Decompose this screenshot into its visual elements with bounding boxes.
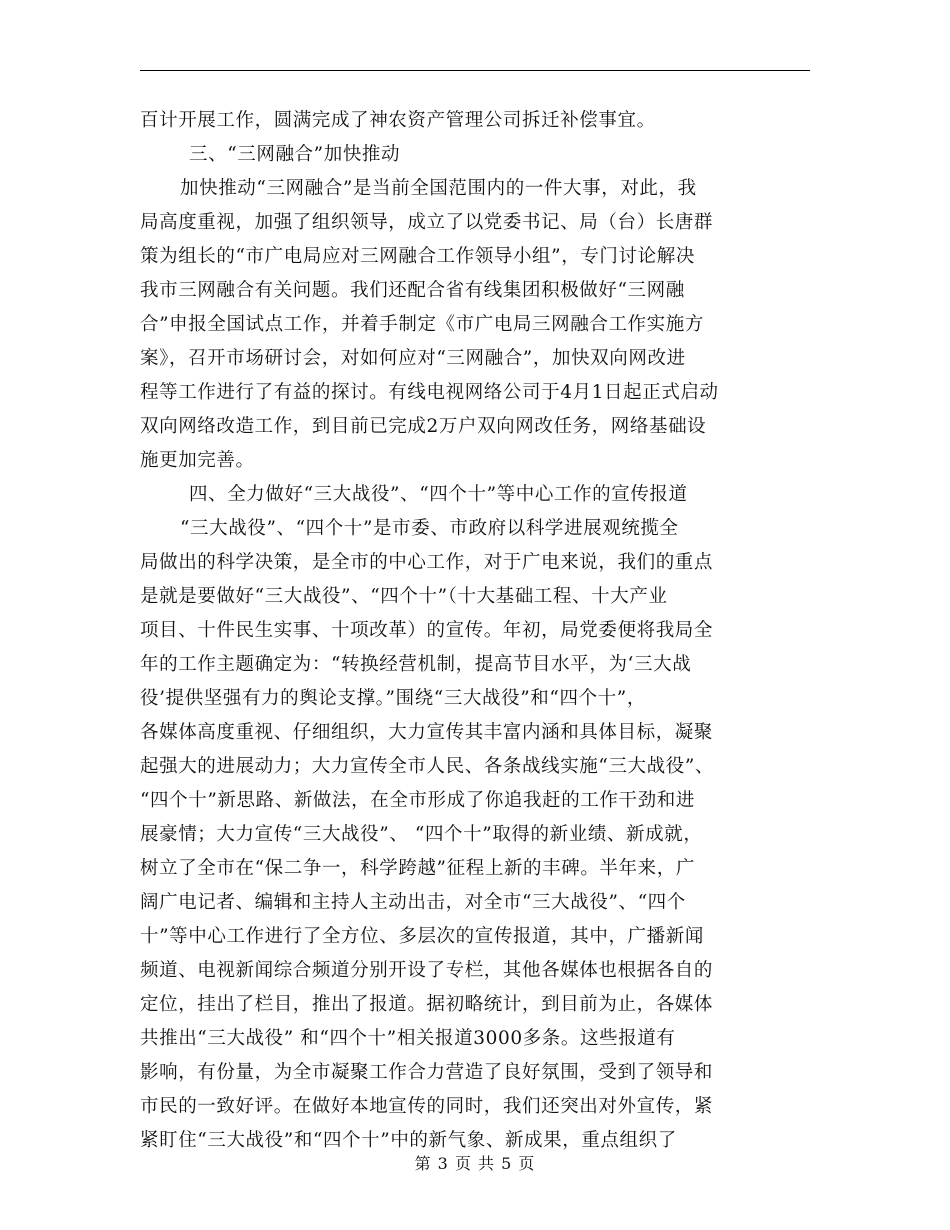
text-line: 案》，召开市场研讨会，对如何应对“三网融合”，加快双向网改进: [140, 348, 686, 369]
page-number-footer: 第 3 页 共 5 页: [414, 1154, 536, 1173]
header-rule: [140, 70, 810, 71]
text-line: “三大战役”、“四个十”是市委、市政府以科学进展观统揽全: [180, 518, 679, 539]
body-text: [140, 104, 820, 1158]
text-line: 役’提供坚强有力的舆论支撑。”围绕“三大战役”和“四个十”，: [140, 688, 646, 709]
text-line: 频道、电视新闻综合频道分别开设了专栏，其他各媒体也根据各自的: [140, 960, 714, 981]
text-line: 施更加完善。: [140, 450, 255, 471]
text-line: 紧盯住“三大战役”和“四个十”中的新气象、新成果，重点组织了: [140, 1130, 677, 1151]
section-heading-four: 四、全力做好“三大战役”、“四个十”等中心工作的宣传报道: [189, 484, 688, 505]
text-line: 我市三网融合有关问题。我们还配合省有线集团积极做好“三网融: [140, 280, 685, 301]
text-line: 阔广电记者、编辑和主持人主动出击，对全市“三大战役”、“四个: [140, 892, 686, 913]
text-line: “四个十”新思路、新做法，在全市形成了你追我赶的工作干劲和进: [140, 790, 695, 811]
text-line: 定位，挂出了栏目，推出了报道。据初略统计，到目前为止，各媒体: [140, 994, 714, 1015]
text-line: 百计开展工作，圆满完成了神农资产管理公司拆迁补偿事宜。: [140, 110, 656, 131]
text-line: 策为组长的“市广电局应对三网融合工作领导小组”，专门讨论解决: [140, 246, 695, 267]
text-line: 十”等中心工作进行了全方位、多层次的宣传报道，其中，广播新闻: [140, 926, 704, 947]
text-line: 树立了全市在“保二争一，科学跨越”征程上新的丰碑。半年来，广: [140, 858, 695, 879]
text-line: 局做出的科学决策，是全市的中心工作，对于广电来说，我们的重点: [140, 552, 714, 573]
text-line: 展豪情；大力宣传“三大战役”、 “四个十”取得的新业绩、新成就，: [140, 824, 703, 845]
text-line: 局高度重视，加强了组织领导，成立了以党委书记、局（台）长唐群: [140, 212, 714, 233]
text-line: 年的工作主题确定为：“转换经营机制，提高节目水平，为‘三大战: [140, 654, 692, 675]
section-heading-three: 三、“三网融合”加快推动: [189, 144, 401, 165]
text-line: 程等工作进行了有益的探讨。有线电视网络公司于4月1日起正式启动: [140, 382, 719, 403]
text-line: 双向网络改造工作，到目前已完成2万户双向网改任务，网络基础设: [140, 416, 707, 437]
text-line: 合”申报全国试点工作，并着手制定《市广电局三网融合工作实施方: [140, 314, 704, 335]
text-line: 加快推动“三网融合”是当前全国范围内的一件大事，对此，我: [180, 178, 697, 199]
text-line: 各媒体高度重视、仔细组织，大力宣传其丰富内涵和具体目标，凝聚: [140, 722, 714, 743]
text-line: 共推出“三大战役” 和“四个十”相关报道3000多条。这些报道有: [140, 1028, 676, 1049]
text-line: 起强大的进展动力；大力宣传全市人民、各条战线实施“三大战役”、: [140, 756, 715, 777]
text-line: 项目、十件民生实事、十项改革）的宣传。年初，局党委便将我局全: [140, 620, 714, 641]
text-line: 是就是要做好“三大战役”、“四个十”（十大基础工程、十大产业: [140, 586, 668, 607]
text-line: 市民的一致好评。在做好本地宣传的同时，我们还突出对外宣传，紧: [140, 1096, 714, 1117]
text-line: 影响，有份量，为全市凝聚工作合力营造了良好氛围，受到了领导和: [140, 1062, 714, 1083]
